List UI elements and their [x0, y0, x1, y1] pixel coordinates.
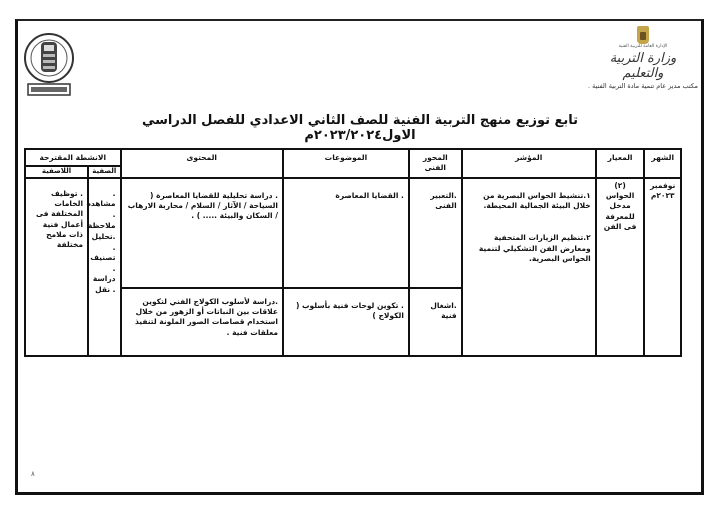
topic-value: . تكوين لوحات فنية بأسلوب ( الكولاج ) — [295, 301, 404, 321]
ministry-name: وزارة التربية والتعليم — [609, 51, 677, 81]
topic-cell — [283, 178, 409, 288]
page-number: ٨ — [31, 470, 35, 478]
egypt-eagle-icon — [637, 26, 649, 44]
header-topics: الموضوعات — [283, 149, 409, 178]
art-education-seal-icon — [22, 30, 76, 98]
activity-item: . ملاحظة — [87, 210, 116, 230]
header-content: المحتوى — [121, 149, 283, 178]
activity-item: .تحليل — [91, 231, 116, 241]
content-cell — [121, 178, 283, 288]
activity-item: . نقل — [95, 285, 116, 295]
axis-value: .اشغال فنية — [430, 301, 457, 321]
axis-cell — [409, 178, 462, 288]
content-cell — [121, 288, 283, 356]
nonclassroom-activities-cell — [25, 178, 88, 356]
month-cell — [644, 178, 681, 356]
office-name: مكتب مدير عام تنمية مادة التربية الفنية . — [588, 82, 698, 90]
nonclassroom-value: . توظيف الخامات المختلفة فى أعمال فنية ذات ملامح مختلفة — [36, 189, 84, 249]
indicator-item: ١.تنشيط الحواس البصرية من خلال البيئة الجمالية المحيطة. — [483, 191, 591, 211]
table-row — [25, 178, 681, 288]
header-axis: المحور الفنى — [409, 149, 462, 178]
header-month: الشهر — [644, 149, 681, 178]
header-standard: المعيار — [596, 149, 645, 178]
header-indicator: المؤشر — [462, 149, 596, 178]
indicator-cell — [462, 178, 596, 356]
activity-item: . تصنيف — [90, 242, 116, 262]
curriculum-table — [24, 148, 682, 357]
content-value: .دراسة لأسلوب الكولاج الفني لتكوين علاقات بين النباتات أو الزهور من خلال استخدام قصاصات الصور الملونة لتنفيذ معلقات فنية . — [134, 297, 278, 337]
indicator-item: ٢.تنظيم الزيارات المتحفية ومعارض الفن التشكيلي لتنمية الحواس البصرية. — [478, 233, 591, 263]
axis-cell — [409, 288, 462, 356]
month-value: نوفمبر ٢٠٢٣م — [650, 181, 676, 201]
standard-cell — [596, 178, 645, 356]
axis-value: .التعبير الفنى — [430, 191, 457, 211]
content-value: . دراسة تحليلية للقضايا المعاصرة ( السياحة / الآثار / السلام / محاربة الارهاب / السكان والبيئة ..... ) . — [127, 191, 278, 221]
topic-cell — [283, 288, 409, 356]
header-nonclassroom: اللاصفية — [25, 166, 88, 178]
standard-value: (٢) الحواس مدخل للمعرفة فى الفن — [603, 181, 637, 231]
activity-item: . مشاهدة — [86, 189, 116, 209]
topic-value: . القضايا المعاصرة — [335, 191, 404, 201]
ministry-department: الإدارة العامة للتربية الفنية — [618, 44, 668, 49]
classroom-activities-cell — [88, 178, 120, 356]
header-activities: الانشطة المقترحة — [25, 149, 121, 166]
ministry-logo — [588, 26, 698, 106]
activity-item: . دراسة — [92, 264, 116, 284]
header-classroom: الصفية — [88, 166, 120, 178]
page-title: تابع توزيع منهج التربية الفنية للصف الثاني الاعدادي للفصل الدراسي الاول٢٠٢٣/٢٠٢٤م — [141, 113, 579, 143]
